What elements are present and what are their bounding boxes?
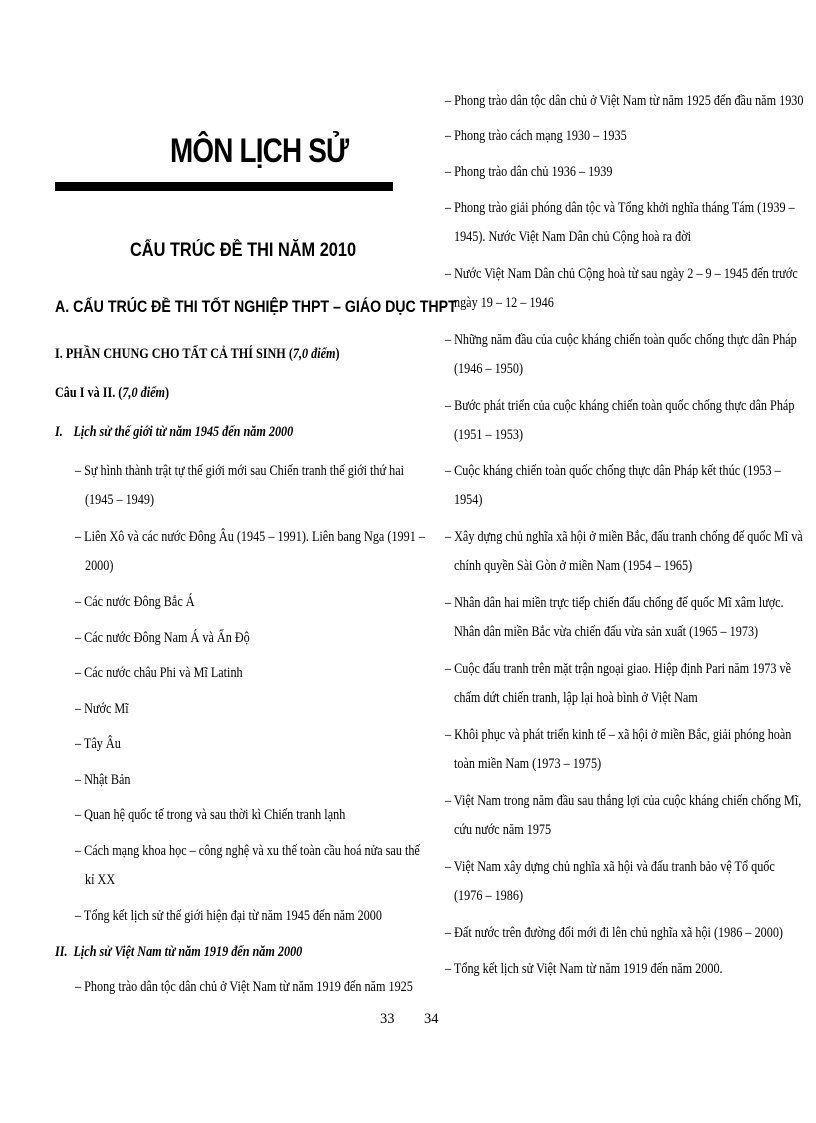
list-item: – Tổng kết lịch sử Việt Nam từ năm 1919 đến năm 2000. bbox=[445, 961, 723, 977]
list-item: – Phong trào cách mạng 1930 – 1935 bbox=[445, 128, 627, 144]
list-item: – Nhật Bản bbox=[75, 772, 131, 788]
question-title: Câu I và II. ( bbox=[55, 385, 123, 401]
list-item: chấm dứt chiến tranh, lập lại hoà bình ở Việt Nam bbox=[454, 690, 698, 706]
exam-structure-title: CẤU TRÚC ĐỀ THI NĂM 2010 bbox=[130, 240, 357, 261]
list-item: – Các nước châu Phi và Mĩ Latinh bbox=[75, 665, 243, 681]
list-item: – Cuộc đấu tranh trên mặt trận ngoại giao. Hiệp định Pari năm 1973 về bbox=[445, 661, 792, 677]
list-item: – Các nước Đông Nam Á và Ấn Độ bbox=[75, 630, 250, 646]
world-history-number: I. bbox=[55, 424, 63, 440]
list-item: chính quyền Sài Gòn ở miền Nam (1954 – 1965) bbox=[454, 558, 693, 574]
list-item: toàn miền Nam (1973 – 1975) bbox=[454, 756, 602, 772]
list-item: – Tổng kết lịch sử thế giới hiện đại từ năm 1945 đến năm 2000 bbox=[75, 908, 382, 924]
vietnam-history-number: II. bbox=[55, 944, 68, 960]
list-item: – Bước phát triển của cuộc kháng chiến toàn quốc chống thực dân Pháp bbox=[445, 398, 795, 414]
section-a-heading: A. CẤU TRÚC ĐỀ THI TỐT NGHIỆP THPT – GIÁO DỤC THPT bbox=[55, 298, 457, 316]
list-item: – Quan hệ quốc tế trong và sau thời kì Chiến tranh lạnh bbox=[75, 807, 346, 823]
list-item: – Những năm đầu của cuộc kháng chiến toàn quốc chống thực dân Pháp bbox=[445, 332, 797, 348]
list-item: 1954) bbox=[454, 492, 483, 508]
title-divider bbox=[55, 182, 393, 191]
list-item: – Cách mạng khoa học – công nghệ và xu thế toàn cầu hoá nửa sau thế bbox=[75, 843, 420, 859]
list-item: – Xây dựng chủ nghĩa xã hội ở miền Bắc, đấu tranh chống đế quốc Mĩ và bbox=[445, 529, 803, 545]
part1-close: ) bbox=[335, 346, 340, 362]
list-item: – Phong trào dân tộc dân chủ ở Việt Nam từ năm 1925 đến đầu năm 1930 bbox=[445, 93, 804, 109]
list-item: 2000) bbox=[85, 558, 114, 574]
list-item: – Phong trào giải phóng dân tộc và Tổng khởi nghĩa tháng Tám (1939 – bbox=[445, 200, 795, 216]
vietnam-history-text: Lịch sử Việt Nam từ năm 1919 đến năm 2000 bbox=[73, 944, 303, 960]
page-number-right: 34 bbox=[424, 1011, 439, 1027]
list-item: – Nước Việt Nam Dân chủ Cộng hoà từ sau ngày 2 – 9 – 1945 đến trước bbox=[445, 266, 798, 282]
page-number-left: 33 bbox=[380, 1011, 395, 1027]
list-item: 1945). Nước Việt Nam Dân chủ Cộng hoà ra đời bbox=[454, 229, 692, 245]
list-item: – Đất nước trên đường đổi mới đi lên chủ nghĩa xã hội (1986 – 2000) bbox=[445, 925, 783, 941]
world-history-text: Lịch sử thế giới từ năm 1945 đến năm 2000 bbox=[73, 424, 294, 440]
list-item: (1951 – 1953) bbox=[454, 427, 524, 443]
question-close: ) bbox=[164, 385, 170, 401]
list-item: – Tây Âu bbox=[75, 736, 121, 752]
part1-title: I. PHẦN CHUNG CHO TẤT CẢ THÍ SINH ( bbox=[55, 346, 293, 362]
list-item: (1945 – 1949) bbox=[85, 492, 155, 508]
world-history-heading bbox=[55, 417, 293, 447]
list-item: – Các nước Đông Bắc Á bbox=[75, 594, 195, 610]
list-item: – Khôi phục và phát triển kinh tế – xã hội ở miền Bắc, giải phóng hoàn bbox=[445, 727, 792, 743]
list-item: (1976 – 1986) bbox=[454, 888, 524, 904]
list-item: – Nước Mĩ bbox=[75, 701, 129, 717]
part1-points: 7,0 điểm bbox=[292, 346, 336, 362]
list-item: – Việt Nam xây dựng chủ nghĩa xã hội và đấu tranh bảo vệ Tổ quốc bbox=[445, 859, 775, 875]
list-item: – Nhân dân hai miền trực tiếp chiến đấu chống đế quốc Mĩ xâm lược. bbox=[445, 595, 784, 611]
list-item: – Phong trào dân tộc dân chủ ở Việt Nam từ năm 1919 đến năm 1925 bbox=[75, 979, 413, 995]
list-item: – Phong trào dân chủ 1936 – 1939 bbox=[445, 164, 613, 180]
question-heading bbox=[55, 378, 169, 408]
list-item: (1946 – 1950) bbox=[454, 361, 524, 377]
list-item: kỉ XX bbox=[85, 872, 116, 888]
list-item: – Việt Nam trong năm đầu sau thắng lợi của cuộc kháng chiến chống Mĩ, bbox=[445, 793, 802, 809]
list-item: cứu nước năm 1975 bbox=[454, 822, 552, 838]
list-item: – Liên Xô và các nước Đông Âu (1945 – 1991). Liên bang Nga (1991 – bbox=[75, 529, 425, 545]
list-item: – Sự hình thành trật tự thế giới mới sau Chiến tranh thế giới thứ hai bbox=[75, 463, 405, 479]
vietnam-history-heading bbox=[55, 937, 302, 967]
page-title: MÔN LỊCH SỬ bbox=[170, 132, 349, 170]
list-item: ngày 19 – 12 – 1946 bbox=[454, 295, 554, 311]
list-item: Nhân dân miền Bắc vừa chiến đấu vừa sản xuất (1965 – 1973) bbox=[454, 624, 759, 640]
list-item: – Cuộc kháng chiến toàn quốc chống thực dân Pháp kết thúc (1953 – bbox=[445, 463, 781, 479]
part1-heading bbox=[55, 339, 340, 369]
question-points: 7,0 điểm bbox=[122, 385, 165, 401]
